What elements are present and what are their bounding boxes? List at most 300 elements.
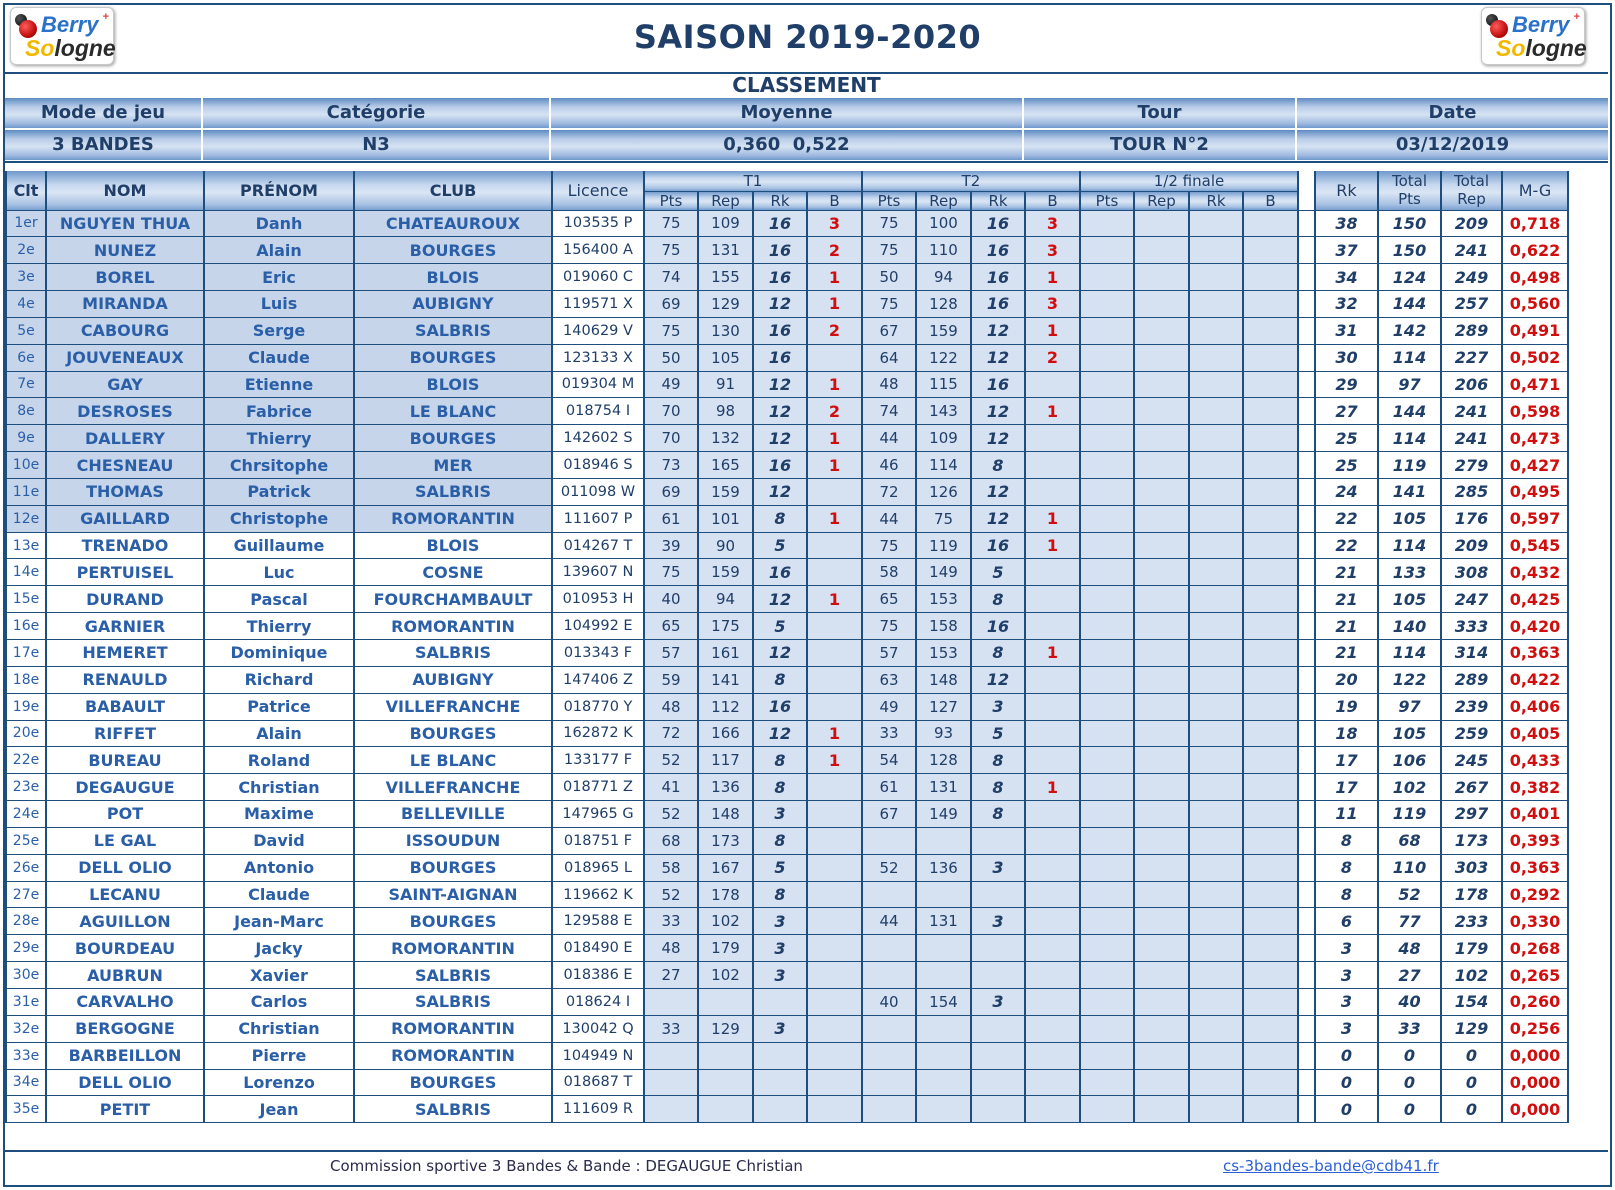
cell-t1-rk: 16 (753, 210, 807, 237)
cell-t1-rk: 8 (753, 827, 807, 854)
cell-clt: 1er (6, 210, 46, 237)
cell-club: SAINT-AIGNAN (354, 881, 552, 908)
cell-clt: 31e (6, 988, 46, 1015)
cell-demi-b (1243, 801, 1298, 828)
cell-t2-rk (971, 935, 1025, 962)
cell-t1-rep: 102 (698, 908, 753, 935)
cell-clt: 23e (6, 774, 46, 801)
table-row (6, 908, 1568, 935)
cell-t2-pts: 33 (862, 720, 916, 747)
cell-demi-rep (1134, 532, 1189, 559)
col-t1-b: B (807, 191, 862, 210)
cell-t2-pts (862, 1069, 916, 1096)
cell-t2-b (1025, 908, 1080, 935)
cell-licence: 018624 I (552, 988, 644, 1015)
cell-t1-rk: 8 (753, 881, 807, 908)
cell-prenom: Lorenzo (204, 1069, 354, 1096)
cell-mg: 0,260 (1502, 988, 1568, 1015)
cell-t2-b (1025, 559, 1080, 586)
cell-rank: 8 (1315, 854, 1378, 881)
cell-t1-pts (644, 1069, 698, 1096)
cell-t2-rep (916, 827, 971, 854)
cell-demi-b (1243, 505, 1298, 532)
cell-t1-b (807, 1069, 862, 1096)
cell-demi-rep (1134, 344, 1189, 371)
info-label-date: Date (1297, 98, 1608, 128)
cell-demi-rk (1189, 881, 1243, 908)
cell-t1-pts: 41 (644, 774, 698, 801)
cell-t1-rk: 3 (753, 908, 807, 935)
cell-t1-rep: 159 (698, 559, 753, 586)
cell-prenom: Christophe (204, 505, 354, 532)
cell-mg: 0,330 (1502, 908, 1568, 935)
cell-demi-pts (1080, 425, 1134, 452)
cell-t2-b: 1 (1025, 505, 1080, 532)
cell-demi-pts (1080, 452, 1134, 479)
cell-demi-rep (1134, 371, 1189, 398)
cell-t2-pts: 46 (862, 452, 916, 479)
cell-t2-pts: 75 (862, 291, 916, 318)
cell-mg: 0,265 (1502, 962, 1568, 989)
cell-demi-rk (1189, 801, 1243, 828)
cell-demi-rk (1189, 237, 1243, 264)
cell-t1-rk (753, 1096, 807, 1123)
spacer (1298, 962, 1315, 989)
spacer (1298, 452, 1315, 479)
cell-t1-b (807, 693, 862, 720)
cell-total-pts: 105 (1378, 586, 1441, 613)
cell-club: VILLEFRANCHE (354, 774, 552, 801)
cell-nom: TRENADO (46, 532, 204, 559)
cell-t1-pts: 33 (644, 908, 698, 935)
cell-t1-rk: 5 (753, 532, 807, 559)
cell-t2-rk: 16 (971, 532, 1025, 559)
cell-demi-rk (1189, 425, 1243, 452)
cell-t2-b: 1 (1025, 640, 1080, 667)
cell-t2-b (1025, 827, 1080, 854)
cell-total-pts: 0 (1378, 1042, 1441, 1069)
info-value-date: 03/12/2019 (1297, 130, 1608, 160)
cell-prenom: Pierre (204, 1042, 354, 1069)
table-row (6, 344, 1568, 371)
cell-t1-rep: 131 (698, 237, 753, 264)
cell-demi-rk (1189, 935, 1243, 962)
cell-t1-b (807, 854, 862, 881)
cell-total-pts: 52 (1378, 881, 1441, 908)
cell-clt: 3e (6, 264, 46, 291)
cell-demi-rep (1134, 935, 1189, 962)
cell-club: ROMORANTIN (354, 1042, 552, 1069)
cell-t2-rep: 143 (916, 398, 971, 425)
cell-t2-rep: 158 (916, 613, 971, 640)
cell-t2-rep (916, 935, 971, 962)
cell-club: LE BLANC (354, 747, 552, 774)
cell-demi-rk (1189, 720, 1243, 747)
cell-demi-pts (1080, 532, 1134, 559)
cell-demi-rk (1189, 1015, 1243, 1042)
cell-t2-pts: 44 (862, 425, 916, 452)
cell-club: BOURGES (354, 720, 552, 747)
cell-mg: 0,422 (1502, 666, 1568, 693)
spacer (1298, 666, 1315, 693)
table-body (6, 210, 1568, 1123)
cell-t2-rep (916, 881, 971, 908)
cell-club: SALBRIS (354, 988, 552, 1015)
cell-clt: 28e (6, 908, 46, 935)
cell-t2-pts: 64 (862, 344, 916, 371)
cell-t2-pts (862, 1096, 916, 1123)
info-value-moyenne: 0,360 0,522 (551, 130, 1024, 160)
cell-t2-pts: 44 (862, 505, 916, 532)
cell-t2-b (1025, 962, 1080, 989)
footer-email-link[interactable]: cs-3bandes-bande@cdb41.fr (1223, 1157, 1439, 1175)
cell-total-pts: 97 (1378, 693, 1441, 720)
cell-t2-b (1025, 988, 1080, 1015)
cell-total-pts: 122 (1378, 666, 1441, 693)
cell-nom: PETIT (46, 1096, 204, 1123)
section-title: CLASSEMENT (5, 72, 1608, 96)
cell-t1-b (807, 666, 862, 693)
cell-t1-b (807, 1096, 862, 1123)
table-row (6, 801, 1568, 828)
cell-total-rep: 279 (1441, 452, 1502, 479)
cell-t1-pts: 70 (644, 425, 698, 452)
cell-t1-b (807, 1042, 862, 1069)
cell-t2-rep: 119 (916, 532, 971, 559)
table-row (6, 505, 1568, 532)
cell-licence: 162872 K (552, 720, 644, 747)
cell-prenom: Patrick (204, 478, 354, 505)
cell-t2-rep: 131 (916, 908, 971, 935)
cell-clt: 24e (6, 801, 46, 828)
cell-demi-rep (1134, 640, 1189, 667)
cell-t1-pts: 40 (644, 586, 698, 613)
cell-prenom: Dominique (204, 640, 354, 667)
cell-t2-b (1025, 720, 1080, 747)
table-row (6, 586, 1568, 613)
cell-prenom: Richard (204, 666, 354, 693)
cell-demi-b (1243, 962, 1298, 989)
cell-demi-pts (1080, 1096, 1134, 1123)
cell-rank: 3 (1315, 962, 1378, 989)
cell-demi-b (1243, 774, 1298, 801)
cell-demi-rk (1189, 317, 1243, 344)
cell-t1-rk: 3 (753, 1015, 807, 1042)
cell-total-rep: 267 (1441, 774, 1502, 801)
table-row (6, 291, 1568, 318)
cell-licence: 014267 T (552, 532, 644, 559)
cell-demi-rep (1134, 1069, 1189, 1096)
col-prenom: PRÉNOM (204, 171, 354, 210)
cell-t2-rk: 12 (971, 317, 1025, 344)
cell-club: AUBIGNY (354, 291, 552, 318)
cell-licence: 018754 I (552, 398, 644, 425)
cell-demi-pts (1080, 586, 1134, 613)
table-row (6, 935, 1568, 962)
cell-t2-rk: 12 (971, 478, 1025, 505)
cell-t2-rk: 12 (971, 666, 1025, 693)
cell-total-rep: 209 (1441, 210, 1502, 237)
cell-t1-b: 2 (807, 317, 862, 344)
cell-demi-rep (1134, 854, 1189, 881)
cell-demi-pts (1080, 935, 1134, 962)
cell-t1-b: 1 (807, 720, 862, 747)
cell-t1-pts: 72 (644, 720, 698, 747)
cell-t2-rep: 154 (916, 988, 971, 1015)
cell-club: BLOIS (354, 532, 552, 559)
info-label-tour: Tour (1024, 98, 1297, 128)
cell-t2-pts: 72 (862, 478, 916, 505)
cell-clt: 8e (6, 398, 46, 425)
cell-prenom: Thierry (204, 425, 354, 452)
cell-total-pts: 102 (1378, 774, 1441, 801)
cell-total-rep: 314 (1441, 640, 1502, 667)
cell-clt: 17e (6, 640, 46, 667)
cell-demi-rk (1189, 1069, 1243, 1096)
cell-nom: BUREAU (46, 747, 204, 774)
cell-nom: POT (46, 801, 204, 828)
cell-t2-rep (916, 962, 971, 989)
cell-demi-rk (1189, 371, 1243, 398)
table-row (6, 1096, 1568, 1123)
cell-licence: 140629 V (552, 317, 644, 344)
cell-t1-pts: 57 (644, 640, 698, 667)
cell-t2-rk: 8 (971, 586, 1025, 613)
cell-demi-rep (1134, 210, 1189, 237)
cell-total-rep: 289 (1441, 666, 1502, 693)
cell-mg: 0,433 (1502, 747, 1568, 774)
cell-t1-b: 1 (807, 425, 862, 452)
spacer (1298, 237, 1315, 264)
cell-t1-rep: 141 (698, 666, 753, 693)
cell-rank: 17 (1315, 774, 1378, 801)
col-mg: M-G (1502, 171, 1568, 210)
cell-t1-pts: 75 (644, 559, 698, 586)
cell-t2-b (1025, 452, 1080, 479)
cell-t2-rep: 149 (916, 801, 971, 828)
cell-mg: 0,718 (1502, 210, 1568, 237)
cell-demi-pts (1080, 1042, 1134, 1069)
cell-demi-b (1243, 1096, 1298, 1123)
cell-total-rep: 173 (1441, 827, 1502, 854)
spacer (1298, 908, 1315, 935)
cell-t1-pts: 48 (644, 693, 698, 720)
cell-nom: GAILLARD (46, 505, 204, 532)
cell-demi-b (1243, 237, 1298, 264)
cell-demi-rk (1189, 1096, 1243, 1123)
cell-nom: GARNIER (46, 613, 204, 640)
page-title: SAISON 2019-2020 (633, 18, 982, 56)
cell-demi-rep (1134, 425, 1189, 452)
cell-demi-rep (1134, 666, 1189, 693)
cell-demi-pts (1080, 264, 1134, 291)
cell-demi-rk (1189, 505, 1243, 532)
cell-rank: 18 (1315, 720, 1378, 747)
spacer (1298, 1015, 1315, 1042)
cell-t2-rk: 16 (971, 613, 1025, 640)
table-row (6, 666, 1568, 693)
cell-club: ROMORANTIN (354, 505, 552, 532)
cell-t1-b (807, 827, 862, 854)
cell-t2-rk: 16 (971, 264, 1025, 291)
cell-prenom: Alain (204, 720, 354, 747)
cell-t1-rep: 98 (698, 398, 753, 425)
cell-demi-b (1243, 747, 1298, 774)
spacer (1298, 1069, 1315, 1096)
cell-t2-pts: 65 (862, 586, 916, 613)
cell-t2-pts: 67 (862, 317, 916, 344)
cell-rank: 21 (1315, 559, 1378, 586)
cell-club: CHATEAUROUX (354, 210, 552, 237)
cell-licence: 010953 H (552, 586, 644, 613)
cell-club: BOURGES (354, 425, 552, 452)
cell-total-pts: 0 (1378, 1096, 1441, 1123)
cell-mg: 0,268 (1502, 935, 1568, 962)
cell-t2-pts: 49 (862, 693, 916, 720)
cell-t2-pts (862, 1042, 916, 1069)
cell-t1-b (807, 908, 862, 935)
cell-total-pts: 114 (1378, 640, 1441, 667)
cell-licence: 018490 E (552, 935, 644, 962)
cell-t2-rep (916, 1069, 971, 1096)
cell-demi-pts (1080, 1015, 1134, 1042)
cell-club: SALBRIS (354, 962, 552, 989)
cell-club: COSNE (354, 559, 552, 586)
cell-prenom: Etienne (204, 371, 354, 398)
cell-mg: 0,405 (1502, 720, 1568, 747)
cell-t2-b (1025, 425, 1080, 452)
cell-t1-pts: 52 (644, 801, 698, 828)
cell-demi-b (1243, 827, 1298, 854)
cell-demi-pts (1080, 478, 1134, 505)
cell-clt: 20e (6, 720, 46, 747)
cell-t1-rep: 91 (698, 371, 753, 398)
cell-demi-rk (1189, 210, 1243, 237)
cell-prenom: Maxime (204, 801, 354, 828)
cell-prenom: Chrsitophe (204, 452, 354, 479)
cell-mg: 0,495 (1502, 478, 1568, 505)
col-group-demi: 1/2 finale (1080, 171, 1298, 191)
cell-clt: 29e (6, 935, 46, 962)
col-total-rep: Total Rep (1441, 171, 1502, 210)
cell-t1-rep: 130 (698, 317, 753, 344)
spacer (1298, 478, 1315, 505)
cell-demi-b (1243, 371, 1298, 398)
cell-licence: 018751 F (552, 827, 644, 854)
cell-prenom: Xavier (204, 962, 354, 989)
col-club: CLUB (354, 171, 552, 210)
col-demi-b: B (1243, 191, 1298, 210)
divider (5, 161, 1608, 170)
cell-club: BELLEVILLE (354, 801, 552, 828)
cell-t2-b (1025, 371, 1080, 398)
cell-club: BLOIS (354, 371, 552, 398)
cell-demi-b (1243, 908, 1298, 935)
table-row (6, 640, 1568, 667)
cell-clt: 16e (6, 613, 46, 640)
cell-t2-b (1025, 1015, 1080, 1042)
cell-demi-rep (1134, 988, 1189, 1015)
cell-mg: 0,363 (1502, 854, 1568, 881)
cell-demi-rk (1189, 264, 1243, 291)
cell-t1-rep (698, 1096, 753, 1123)
cell-mg: 0,471 (1502, 371, 1568, 398)
spacer (1298, 640, 1315, 667)
cell-t1-b: 3 (807, 210, 862, 237)
cell-total-rep: 245 (1441, 747, 1502, 774)
cell-demi-pts (1080, 613, 1134, 640)
cell-t2-rep: 128 (916, 747, 971, 774)
cell-t1-rk: 8 (753, 505, 807, 532)
cell-club: BOURGES (354, 908, 552, 935)
col-group-t1: T1 (644, 171, 862, 191)
spacer (1298, 291, 1315, 318)
cell-mg: 0,406 (1502, 693, 1568, 720)
cell-t1-rep: 129 (698, 291, 753, 318)
cell-licence: 019060 C (552, 264, 644, 291)
cell-t1-pts: 75 (644, 210, 698, 237)
spacer (1298, 532, 1315, 559)
cell-t1-pts: 75 (644, 317, 698, 344)
spacer (1298, 425, 1315, 452)
cell-prenom: Antonio (204, 854, 354, 881)
cell-t1-pts: 33 (644, 1015, 698, 1042)
cell-total-rep: 297 (1441, 801, 1502, 828)
cell-t1-rk: 12 (753, 371, 807, 398)
cell-t1-rk: 12 (753, 291, 807, 318)
cell-demi-b (1243, 586, 1298, 613)
cell-t2-b: 1 (1025, 532, 1080, 559)
cell-t1-pts (644, 988, 698, 1015)
spacer (1298, 371, 1315, 398)
cell-t1-b (807, 344, 862, 371)
cell-demi-pts (1080, 291, 1134, 318)
cell-rank: 17 (1315, 747, 1378, 774)
plus-icon: + (102, 11, 109, 23)
cell-rank: 20 (1315, 666, 1378, 693)
cell-demi-pts (1080, 908, 1134, 935)
cell-t1-rep: 132 (698, 425, 753, 452)
cell-t1-rk: 16 (753, 344, 807, 371)
spacer (1298, 559, 1315, 586)
cell-total-rep: 249 (1441, 264, 1502, 291)
cell-nom: BABAULT (46, 693, 204, 720)
cell-licence: 018771 Z (552, 774, 644, 801)
cell-t2-rep: 115 (916, 371, 971, 398)
cell-t1-pts (644, 1042, 698, 1069)
cell-demi-rep (1134, 237, 1189, 264)
cell-t1-rk: 16 (753, 559, 807, 586)
cell-t1-rk: 12 (753, 398, 807, 425)
cell-demi-b (1243, 452, 1298, 479)
cell-demi-rep (1134, 291, 1189, 318)
cell-demi-rep (1134, 478, 1189, 505)
cell-t2-pts (862, 935, 916, 962)
cell-total-rep: 257 (1441, 291, 1502, 318)
table-row (6, 613, 1568, 640)
cell-rank: 8 (1315, 881, 1378, 908)
cell-mg: 0,401 (1502, 801, 1568, 828)
cell-nom: DALLERY (46, 425, 204, 452)
col-group-t2: T2 (862, 171, 1080, 191)
cell-t2-rep: 153 (916, 586, 971, 613)
spacer (1298, 720, 1315, 747)
cell-total-pts: 150 (1378, 237, 1441, 264)
cell-rank: 0 (1315, 1042, 1378, 1069)
cell-rank: 6 (1315, 908, 1378, 935)
cell-demi-rk (1189, 532, 1243, 559)
cell-t2-rk (971, 962, 1025, 989)
